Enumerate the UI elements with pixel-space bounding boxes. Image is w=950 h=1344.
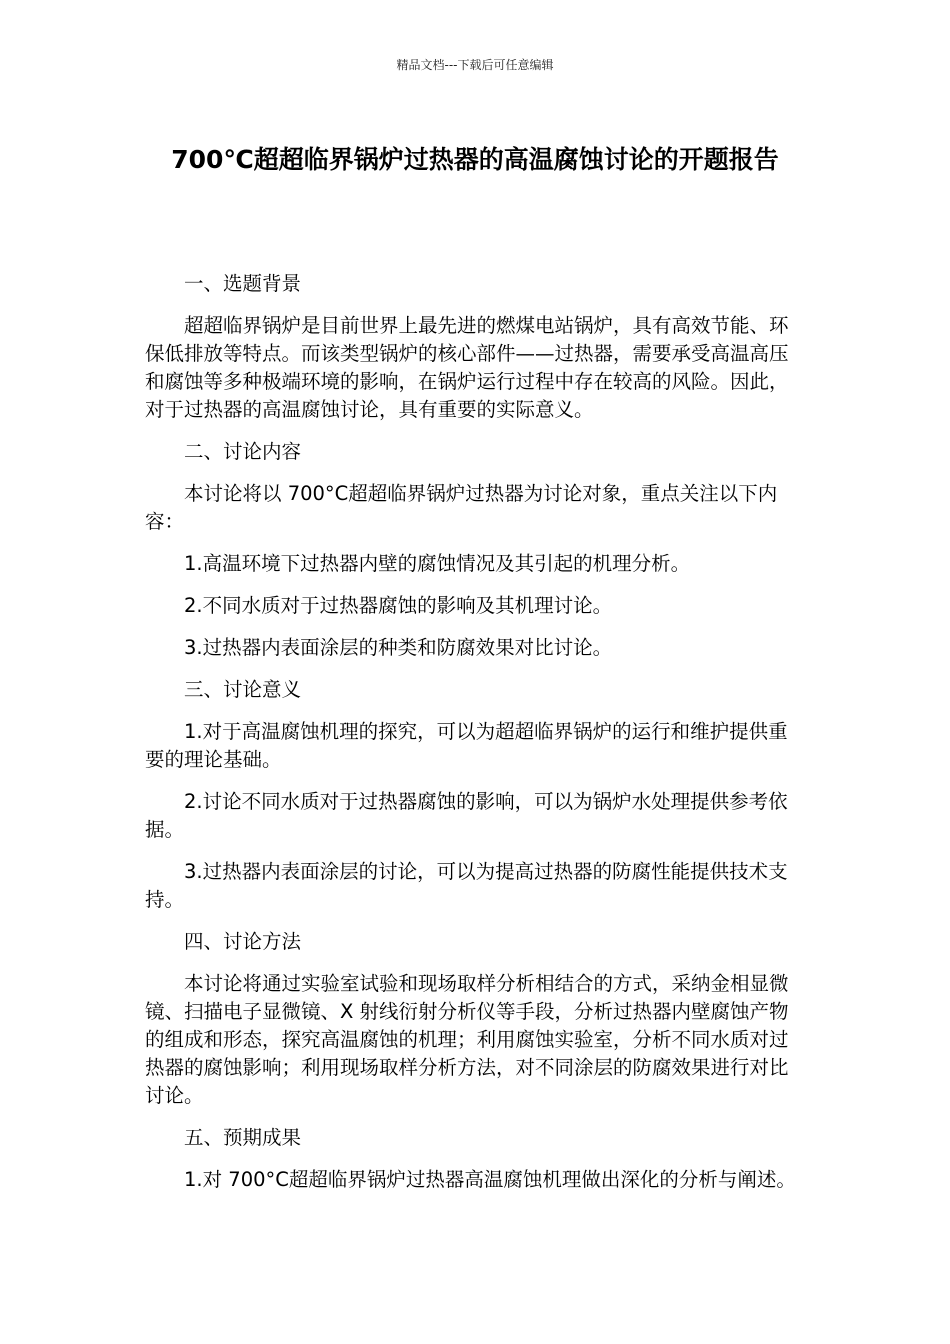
paragraph-background: 超超临界锅炉是目前世界上最先进的燃煤电站锅炉，具有高效节能、环保低排放等特点。而该类型锅炉的核心部件——过热器，需要承受高温高压和腐蚀等多种极端环境的影响，在锅炉运行过程中存在较高的风险。因此，对于过热器的高温腐蚀讨论，具有重要的实际意义。 bbox=[145, 314, 789, 421]
section-heading-background: 一、选题背景 bbox=[184, 272, 302, 295]
list-item-content-2: 2.不同水质对于过热器腐蚀的影响及其机理讨论。 bbox=[184, 594, 613, 617]
paragraph-method: 本讨论将通过实验室试验和现场取样分析相结合的方式，采纳金相显微镜、扫描电子显微镜、X 射线衍射分析仪等手段，分析过热器内壁腐蚀产物的组成和形态，探究高温腐蚀的机理；利用腐蚀实验室，分析不同水质对过热器的腐蚀影响；利用现场取样分析方法，对不同涂层的防腐效果进行对比讨论。 bbox=[145, 972, 789, 1107]
list-item-significance-3: 3.过热器内表面涂层的讨论，可以为提高过热器的防腐性能提供技术支持。 bbox=[145, 860, 788, 911]
document-body bbox=[145, 270, 807, 1208]
section-heading-method: 四、讨论方法 bbox=[184, 930, 302, 953]
list-item-significance-2: 2.讨论不同水质对于过热器腐蚀的影响，可以为锅炉水处理提供参考依据。 bbox=[145, 790, 788, 841]
list-item-results-1: 1.对 700°C超超临界锅炉过热器高温腐蚀机理做出深化的分析与阐述。 bbox=[184, 1168, 796, 1191]
section-heading-results: 五、预期成果 bbox=[184, 1126, 302, 1149]
header-note: 精品文档---下载后可任意编辑 bbox=[396, 58, 554, 72]
document-title: 700℃超超临界锅炉过热器的高温腐蚀讨论的开题报告 bbox=[171, 145, 779, 174]
paragraph-content-intro: 本讨论将以 700°C超超临界锅炉过热器为讨论对象，重点关注以下内容： bbox=[145, 482, 778, 533]
list-item-significance-1: 1.对于高温腐蚀机理的探究，可以为超超临界锅炉的运行和维护提供重要的理论基础。 bbox=[145, 720, 788, 771]
list-item-content-3: 3.过热器内表面涂层的种类和防腐效果对比讨论。 bbox=[184, 636, 613, 659]
list-item-content-1: 1.高温环境下过热器内壁的腐蚀情况及其引起的机理分析。 bbox=[184, 552, 691, 575]
section-heading-content: 二、讨论内容 bbox=[184, 440, 302, 463]
section-heading-significance: 三、讨论意义 bbox=[184, 678, 302, 701]
